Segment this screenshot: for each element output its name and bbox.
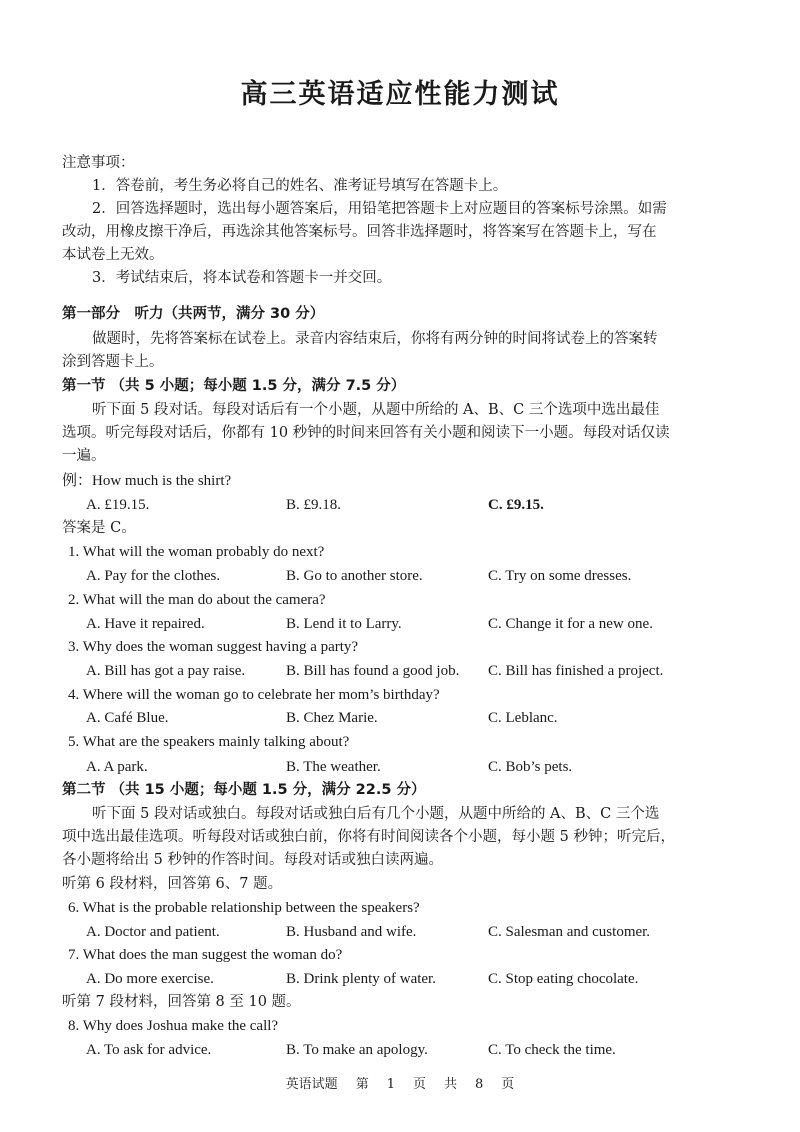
page-footer [0,1073,800,1092]
example-option-c: C. £9.15. [488,497,544,513]
notice-line: 2．回答选择题时，选出每小题答案后，用铅笔把答题卡上对应题目的答案标号涂黑。如需 [92,201,667,217]
question-3-option-b: B. Bill has found a good job. [286,663,460,679]
example-option-a: A. £19.15. [86,497,150,513]
material-7-instruction: 听第 7 段材料，回答第 8 至 10 题。 [62,994,301,1010]
section2-intro-line: 各小题将给出 5 秒钟的作答时间。每段对话或独白读两遍。 [62,852,443,868]
question-8-option-a: A. To ask for advice. [86,1042,212,1058]
section2-intro-line: 项中选出最佳选项。听每段对话或独白前，你将有时间阅读各个小题，每小题 5 秒钟；听完后， [62,829,675,845]
part1-heading: 第一部分 听力（共两节，满分 30 分） [62,306,325,322]
question-2: 2. What will the man do about the camera? [68,592,326,608]
footer-page-number: 1 [386,1077,395,1092]
question-6-option-a: A. Doctor and patient. [86,924,220,940]
example-question: 例：How much is the shirt? [62,473,232,489]
notice-line: 1．答卷前，考生务必将自己的姓名、准考证号填写在答题卡上。 [92,178,508,194]
section1-intro-line: 一遍。 [62,448,106,464]
question-7-option-c: C. Stop eating chocolate. [488,971,639,987]
footer-total-pages: 8 [475,1077,484,1092]
question-1-option-a: A. Pay for the clothes. [86,568,221,584]
question-1-option-b: B. Go to another store. [286,568,423,584]
part1-intro-line: 涂到答题卡上。 [62,354,164,370]
notice-heading: 注意事项： [62,155,135,171]
question-8-option-c: C. To check the time. [488,1042,616,1058]
question-5-option-a: A. A park. [86,759,148,775]
question-3: 3. Why does the woman suggest having a party? [68,639,359,655]
material-6-instruction: 听第 6 段材料，回答第 6、7 题。 [62,876,283,892]
section1-heading: 第一节 （共 5 小题；每小题 1.5 分，满分 7.5 分） [62,378,406,394]
question-6-option-c: C. Salesman and customer. [488,924,651,940]
question-4-option-c: C. Leblanc. [488,710,558,726]
question-8-option-b: B. To make an apology. [286,1042,428,1058]
question-2-option-b: B. Lend it to Larry. [286,616,402,632]
question-4-option-b: B. Chez Marie. [286,710,378,726]
footer-page-suffix: 页 [412,1077,426,1092]
footer-subject: 英语试题 [285,1077,338,1092]
page-title: 高三英语适应性能力测试 [240,79,560,110]
question-3-option-a: A. Bill has got a pay raise. [86,663,246,679]
footer-page-prefix: 第 [355,1077,369,1092]
question-2-option-a: A. Have it repaired. [86,616,205,632]
notice-line: 3．考试结束后，将本试卷和答题卡一并交回。 [92,270,392,286]
question-3-option-c: C. Bill has finished a project. [488,663,664,679]
question-6-option-b: B. Husband and wife. [286,924,417,940]
example-answer: 答案是 C。 [62,520,136,536]
question-1: 1. What will the woman probably do next? [68,544,325,560]
question-1-option-c: C. Try on some dresses. [488,568,632,584]
question-7-option-b: B. Drink plenty of water. [286,971,436,987]
example-option-b: B. £9.18. [286,497,342,513]
footer-total-prefix: 共 [444,1077,458,1092]
notice-line: 本试卷上无效。 [62,247,164,263]
part1-intro-line: 做题时，先将答案标在试卷上。录音内容结束后，你将有两分钟的时间将试卷上的答案转 [92,331,658,347]
section1-intro-line: 选项。听完每段对话后，你都有 10 秒钟的时间来回答有关小题和阅读下一小题。每段对话仅读 [62,425,670,441]
question-5-option-c: C. Bob’s pets. [488,759,573,775]
question-6: 6. What is the probable relationship between the speakers? [68,900,420,916]
question-8: 8. Why does Joshua make the call? [68,1018,279,1034]
section1-intro-line: 听下面 5 段对话。每段对话后有一个小题，从题中所给的 A、B、C 三个选项中选出最佳 [92,402,660,418]
question-4: 4. Where will the woman go to celebrate her mom’s birthday? [68,687,440,703]
footer-total-suffix: 页 [501,1077,515,1092]
question-5-option-b: B. The weather. [286,759,381,775]
question-5: 5. What are the speakers mainly talking about? [68,734,350,750]
question-7-option-a: A. Do more exercise. [86,971,214,987]
question-7: 7. What does the man suggest the woman do? [68,947,343,963]
notice-line: 改动，用橡皮擦干净后，再选涂其他答案标号。回答非选择题时，将答案写在答题卡上，写在 [62,224,657,240]
section2-intro-line: 听下面 5 段对话或独白。每段对话或独白后有几个小题，从题中所给的 A、B、C 三个选 [92,806,660,822]
question-2-option-c: C. Change it for a new one. [488,616,653,632]
question-4-option-a: A. Café Blue. [86,710,169,726]
section2-heading: 第二节 （共 15 小题；每小题 1.5 分，满分 22.5 分） [62,782,426,798]
